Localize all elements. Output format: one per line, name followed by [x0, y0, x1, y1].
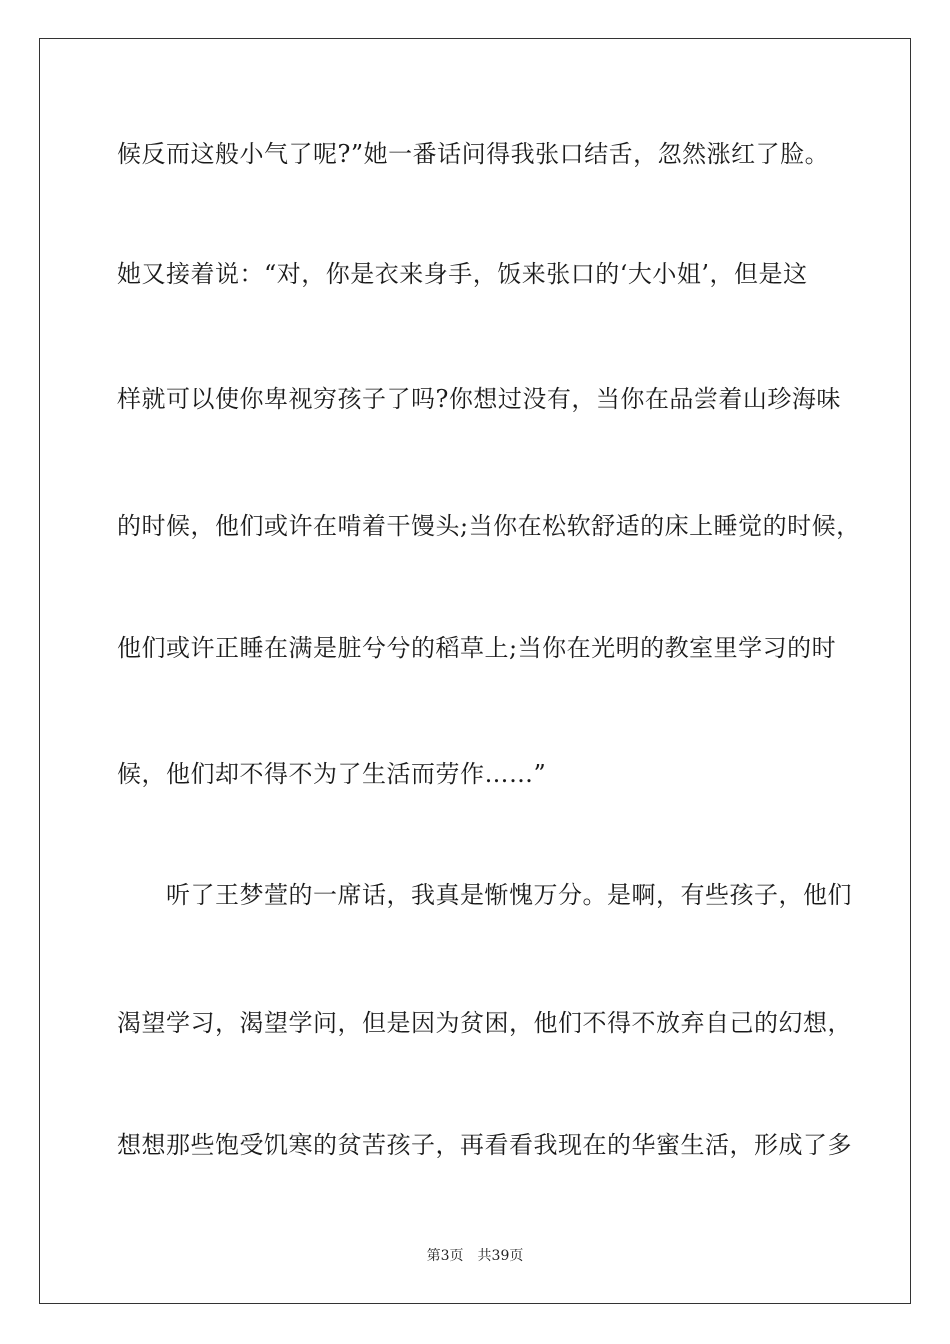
body-text-line: 听了王梦萱的一席话，我真是惭愧万分。是啊，有些孩子，他们 — [117, 881, 852, 909]
page-number: 第3页 — [426, 1248, 464, 1264]
body-text-line: 渴望学习，渴望学问，但是因为贫困，他们不得不放弃自己的幻想， — [117, 1009, 852, 1037]
body-text-line: 样就可以使你卑视穷孩子了吗?你想过没有，当你在品尝着山珍海味 — [117, 385, 841, 413]
body-text-line: 候，他们却不得不为了生活而劳作……” — [117, 760, 547, 788]
body-text-line: 想想那些饱受饥寒的贫苦孩子，再看看我现在的华蜜生活，形成了多 — [117, 1131, 852, 1159]
body-text-line: 她又接着说：“对，你是衣来身手，饭来张口的‘大小姐’，但是这 — [117, 260, 808, 288]
page-total: 共39页 — [477, 1248, 524, 1264]
body-text-line: 候反而这般小气了呢?”她一番话问得我张口结舌，忽然涨红了脸。 — [117, 140, 830, 168]
page-footer — [0, 1247, 950, 1265]
body-text-line: 他们或许正睡在满是脏兮兮的稻草上;当你在光明的教室里学习的时 — [117, 634, 837, 662]
body-text-line: 的时候，他们或许在啃着干馒头;当你在松软舒适的床上睡觉的时候， — [117, 512, 861, 540]
page-border — [39, 38, 911, 1304]
